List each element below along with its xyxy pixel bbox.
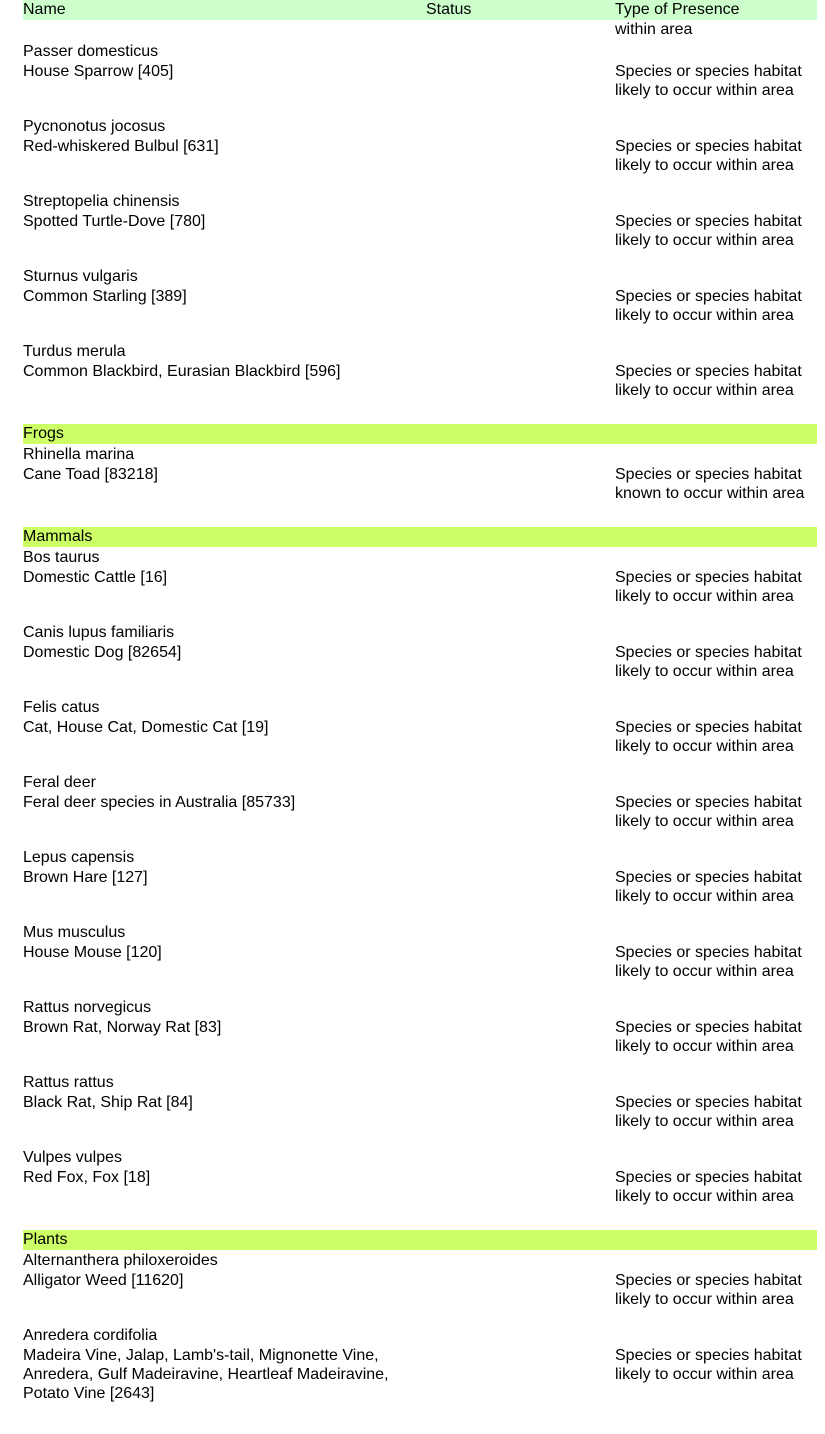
species-detail-line xyxy=(23,465,817,503)
type-of-presence: Species or species habitat likely to occur within area xyxy=(615,1347,802,1383)
species-row xyxy=(23,116,817,191)
table-header-row xyxy=(23,0,817,20)
type-of-presence: Species or species habitat likely to occur within area xyxy=(615,213,802,249)
species-detail-line xyxy=(23,1346,817,1403)
type-of-presence: Species or species habitat likely to occur within area xyxy=(615,1019,802,1055)
species-detail-line xyxy=(23,62,817,100)
species-row xyxy=(23,444,817,519)
species-row xyxy=(23,622,817,697)
species-row xyxy=(23,772,817,847)
scientific-name: Canis lupus familiaris xyxy=(23,624,175,641)
scientific-name: Vulpes vulpes xyxy=(23,1149,123,1166)
scientific-name: Felis catus xyxy=(23,699,100,716)
scientific-name: Rattus rattus xyxy=(23,1074,114,1091)
common-name: Brown Hare [127] xyxy=(23,869,148,886)
species-row xyxy=(23,1250,817,1325)
common-name: Red Fox, Fox [18] xyxy=(23,1169,151,1186)
species-row xyxy=(23,41,817,116)
species-detail-line xyxy=(23,1271,817,1309)
common-name: Black Rat, Ship Rat [84] xyxy=(23,1094,193,1111)
species-row xyxy=(23,341,817,416)
scientific-name: Feral deer xyxy=(23,774,96,791)
species-detail-line xyxy=(23,943,817,981)
type-of-presence: Species or species habitat likely to occur within area xyxy=(615,63,802,99)
common-name: Cane Toad [83218] xyxy=(23,466,158,483)
scientific-name: Rhinella marina xyxy=(23,446,135,463)
type-of-presence: Species or species habitat likely to occur within area xyxy=(615,944,802,980)
scientific-name: Lepus capensis xyxy=(23,849,135,866)
species-row xyxy=(23,922,817,997)
species-detail-line xyxy=(23,643,817,681)
group-header-plants: Plants xyxy=(23,1230,817,1250)
type-of-presence: Species or species habitat likely to occur within area xyxy=(615,1169,802,1205)
species-row xyxy=(23,547,817,622)
scientific-name: Passer domesticus xyxy=(23,43,159,60)
type-of-presence: Species or species habitat likely to occur within area xyxy=(615,288,802,324)
common-name: Common Blackbird, Eurasian Blackbird [596] xyxy=(23,363,341,380)
common-name: Madeira Vine, Jalap, Lamb's-tail, Mignonette Vine, Anredera, Gulf Madeiravine, Heartleaf Madeiravine, Potato Vine [2643] xyxy=(23,1347,389,1402)
species-detail-line xyxy=(23,362,817,400)
species-groups xyxy=(23,41,817,1419)
continued-row xyxy=(23,20,817,41)
common-name: Alligator Weed [11620] xyxy=(23,1272,184,1289)
species-row xyxy=(23,1072,817,1147)
scientific-name: Streptopelia chinensis xyxy=(23,193,180,210)
type-of-presence: Species or species habitat likely to occur within area xyxy=(615,719,802,755)
type-of-presence: Species or species habitat likely to occur within area xyxy=(615,363,802,399)
species-row xyxy=(23,1325,817,1419)
common-name: Common Starling [389] xyxy=(23,288,187,305)
species-detail-line xyxy=(23,868,817,906)
species-detail-line xyxy=(23,212,817,250)
species-detail-line xyxy=(23,137,817,175)
type-of-presence: Species or species habitat likely to occur within area xyxy=(615,1272,802,1308)
species-detail-line xyxy=(23,718,817,756)
group-header-mammals: Mammals xyxy=(23,527,817,547)
species-row xyxy=(23,997,817,1072)
column-header-name: Name xyxy=(23,1,66,18)
column-header-type-of-presence: Type of Presence xyxy=(615,1,740,18)
species-table xyxy=(23,0,817,1419)
group-header-frogs: Frogs xyxy=(23,424,817,444)
species-detail-line xyxy=(23,1093,817,1131)
scientific-name: Bos taurus xyxy=(23,549,100,566)
scientific-name: Alternanthera philoxeroides xyxy=(23,1252,218,1269)
species-row xyxy=(23,266,817,341)
common-name: Spotted Turtle-Dove [780] xyxy=(23,213,206,230)
type-of-presence: Species or species habitat likely to occur within area xyxy=(615,569,802,605)
species-detail-line xyxy=(23,1168,817,1206)
scientific-name: Rattus norvegicus xyxy=(23,999,152,1016)
type-of-presence: Species or species habitat likely to occur within area xyxy=(615,794,802,830)
species-row xyxy=(23,1147,817,1222)
species-detail-line xyxy=(23,287,817,325)
common-name: Domestic Cattle [16] xyxy=(23,569,168,586)
common-name: House Mouse [120] xyxy=(23,944,162,961)
scientific-name: Mus musculus xyxy=(23,924,126,941)
common-name: Feral deer species in Australia [85733] xyxy=(23,794,296,811)
type-of-presence: Species or species habitat known to occur within area xyxy=(615,466,805,502)
scientific-name: Anredera cordifolia xyxy=(23,1327,158,1344)
species-row xyxy=(23,191,817,266)
species-detail-line xyxy=(23,568,817,606)
species-row xyxy=(23,847,817,922)
common-name: Domestic Dog [82654] xyxy=(23,644,182,661)
continued-presence-text: within area xyxy=(615,21,693,38)
type-of-presence: Species or species habitat likely to occur within area xyxy=(615,869,802,905)
scientific-name: Turdus merula xyxy=(23,343,126,360)
type-of-presence: Species or species habitat likely to occur within area xyxy=(615,138,802,174)
common-name: Red-whiskered Bulbul [631] xyxy=(23,138,219,155)
scientific-name: Pycnonotus jocosus xyxy=(23,118,166,135)
type-of-presence: Species or species habitat likely to occur within area xyxy=(615,644,802,680)
species-detail-line xyxy=(23,1018,817,1056)
type-of-presence: Species or species habitat likely to occur within area xyxy=(615,1094,802,1130)
scientific-name: Sturnus vulgaris xyxy=(23,268,138,285)
common-name: House Sparrow [405] xyxy=(23,63,174,80)
column-header-status: Status xyxy=(426,1,472,18)
common-name: Cat, House Cat, Domestic Cat [19] xyxy=(23,719,269,736)
species-row xyxy=(23,697,817,772)
common-name: Brown Rat, Norway Rat [83] xyxy=(23,1019,222,1036)
species-detail-line xyxy=(23,793,817,831)
